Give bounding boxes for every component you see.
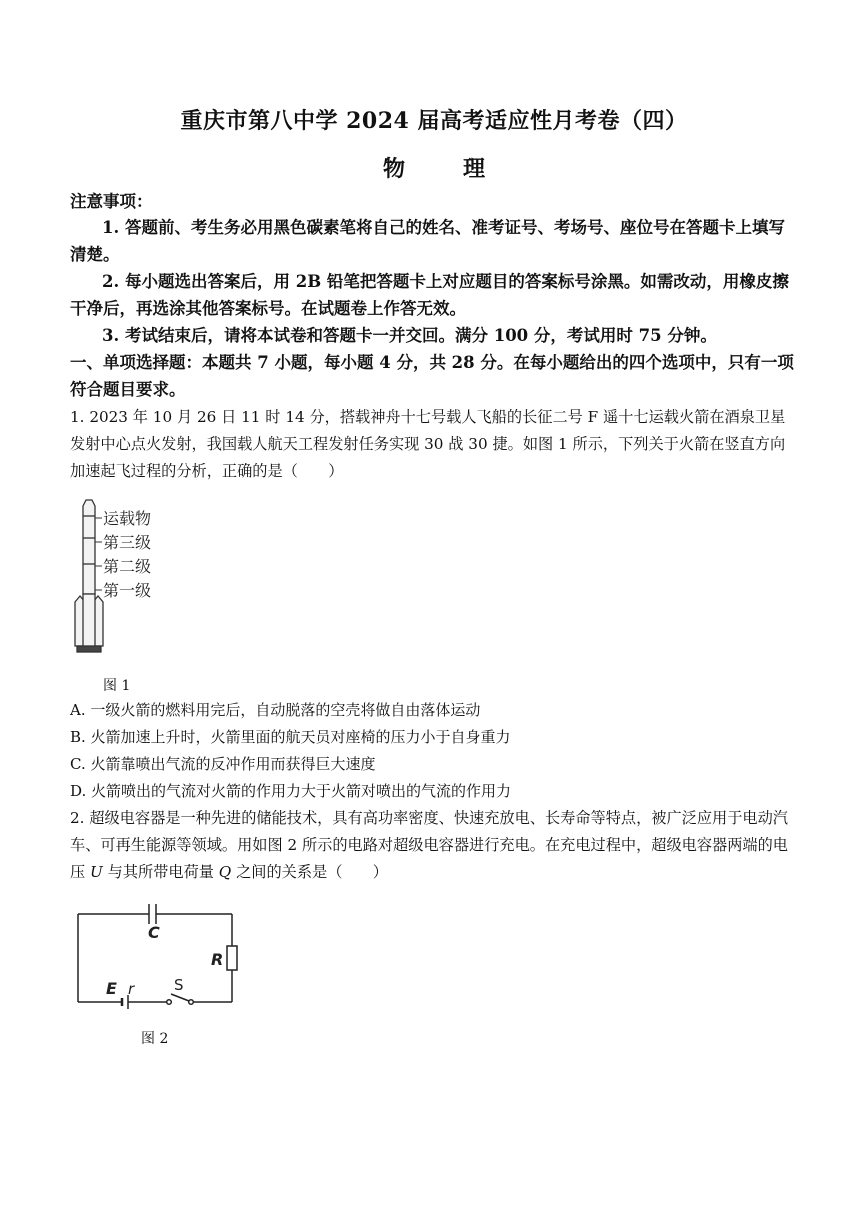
q2-stem [70,805,798,886]
rocket-leader-lines [95,518,102,590]
switch-label: S [174,976,184,994]
notice-item-1: 1. 答题前、考生务必用黑色碳素笔将自己的姓名、准考证号、考场号、座位号在答题卡上填写清楚。 [70,218,785,264]
notice-heading: 注意事项： [70,192,153,211]
notice-item-2: 2. 每小题选出答案后，用 2B 铅笔把答题卡上对应题目的答案标号涂黑。如需改动，用橡皮擦干净后，再选涂其他答案标号。在试题卷上作答无效。 [70,272,789,318]
resistor-label: R [211,950,224,969]
section1-heading: 一、单项选择题：本题共 7 小题，每小题 4 分，共 28 分。在每小题给出的四个选项中，只有一项符合题目要求。 [70,353,794,399]
rocket-label-stage1: 第一级 [103,581,152,600]
rocket-label-payload: 运载物 [103,509,152,528]
resistor-icon [227,946,237,970]
circuit-diagram [70,898,250,1013]
rocket-label-stage2: 第二级 [103,557,152,576]
switch-contact-right [189,1000,194,1005]
internal-resistance-label: r [128,980,135,998]
figure-1-caption: 图 1 [103,678,131,694]
q1-option-c: C. 火箭靠喷出气流的反冲作用而获得巨大速度 [70,755,376,773]
q2-stem-part-2: 与其所带电荷量 [102,863,219,881]
rocket-icon [75,500,103,652]
notice-item-3: 3. 考试结束后，请将本试卷和答题卡一并交回。满分 100 分，考试用时 75 分钟。 [102,326,717,345]
q1-option-b: B. 火箭加速上升时，火箭里面的航天员对座椅的压力小于自身重力 [70,728,511,746]
q2-var-u: U [90,863,103,881]
q1-stem: 1. 2023 年 10 月 26 日 11 时 14 分，搭载神舟十七号载人飞船的长征二号 F 遥十七运载火箭在酒泉卫星发射中心点火发射，我国载人航天工程发射任务实现 30 战 30 捷。如图 1 所示，下列关于火箭在竖直方向加速起飞过程的分析，正确的是（ ） [70,408,786,480]
q2-stem-part-1: 2. 超级电容器是一种先进的储能技术，具有高功率密度、快速充放电、长寿命等特点，被广泛应用于电动汽车、可再生能源等领域。用如图 2 所示的电路对超级电容器进行充电。在充电过程中，超级电容器两端的电压 [70,809,788,881]
rocket-label-stage3: 第三级 [103,533,152,552]
emf-label: E [106,979,117,998]
capacitor-label: C [148,923,160,942]
switch-contact-left [167,1000,172,1005]
subject-title: 物 理 [382,156,503,182]
q1-option-d: D. 火箭喷出的气流对火箭的作用力大于火箭对喷出的气流的作用力 [70,782,512,800]
q1-option-a: A. 一级火箭的燃料用完后，自动脱落的空壳将做自由落体运动 [70,701,481,719]
figure-2-caption: 图 2 [141,1031,169,1047]
exam-title: 重庆市第八中学 2024 届高考适应性月考卷（四） [180,108,688,134]
q2-var-q: Q [218,863,232,881]
q2-stem-part-3: 之间的关系是（ ） [231,863,388,881]
rocket-figure [68,494,178,664]
switch-icon [171,994,189,1001]
